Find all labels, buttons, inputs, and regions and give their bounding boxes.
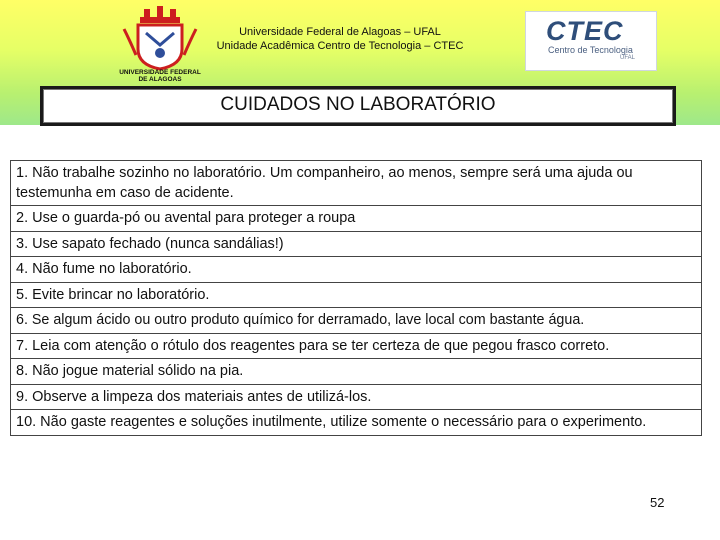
- ufal-logo-caption: [110, 69, 210, 83]
- ctec-logo: [525, 11, 657, 71]
- university-line: Universidade Federal de Alagoas – UFAL: [239, 26, 441, 38]
- rule-7: 7. Leia com atenção o rótulo dos reagentes para se ter certeza de que pegou frasco correto.: [11, 334, 701, 360]
- page-number: 52: [650, 495, 665, 510]
- rule-6: 6. Se algum ácido ou outro produto químico for derramado, lave local com bastante água.: [11, 308, 701, 334]
- rule-9: 9. Observe a limpeza dos materiais antes de utilizá-los.: [11, 385, 701, 411]
- rule-1: 1. Não trabalhe sozinho no laboratório. Um companheiro, ao menos, sempre será uma ajuda ou testemunha em caso de acidente.: [11, 161, 701, 206]
- rule-3: 3. Use sapato fechado (nunca sandálias!): [11, 232, 701, 258]
- ctec-logo-small: UFAL: [620, 55, 636, 61]
- rule-2: 2. Use o guarda-pó ou avental para proteger a roupa: [11, 206, 701, 232]
- ctec-logo-text: CTEC: [546, 16, 624, 46]
- title-box: [40, 86, 676, 126]
- ufal-caption-line-1: UNIVERSIDADE FEDERAL: [119, 69, 201, 76]
- rule-10: 10. Não gaste reagentes e soluções inutilmente, utilize somente o necessário para o experimento.: [11, 410, 701, 436]
- unit-line: Unidade Acadêmica Centro de Tecnologia – CTEC: [216, 40, 464, 52]
- institution-header: [190, 25, 490, 53]
- rule-5: 5. Evite brincar no laboratório.: [11, 283, 701, 309]
- ufal-caption-line-2: DE ALAGOAS: [138, 76, 182, 83]
- ctec-logo-subtitle: Centro de Tecnologia: [548, 45, 633, 55]
- rules-list: [10, 160, 702, 436]
- page-title: CUIDADOS NO LABORATÓRIO: [220, 94, 496, 115]
- rule-8: 8. Não jogue material sólido na pia.: [11, 359, 701, 385]
- rule-4: 4. Não fume no laboratório.: [11, 257, 701, 283]
